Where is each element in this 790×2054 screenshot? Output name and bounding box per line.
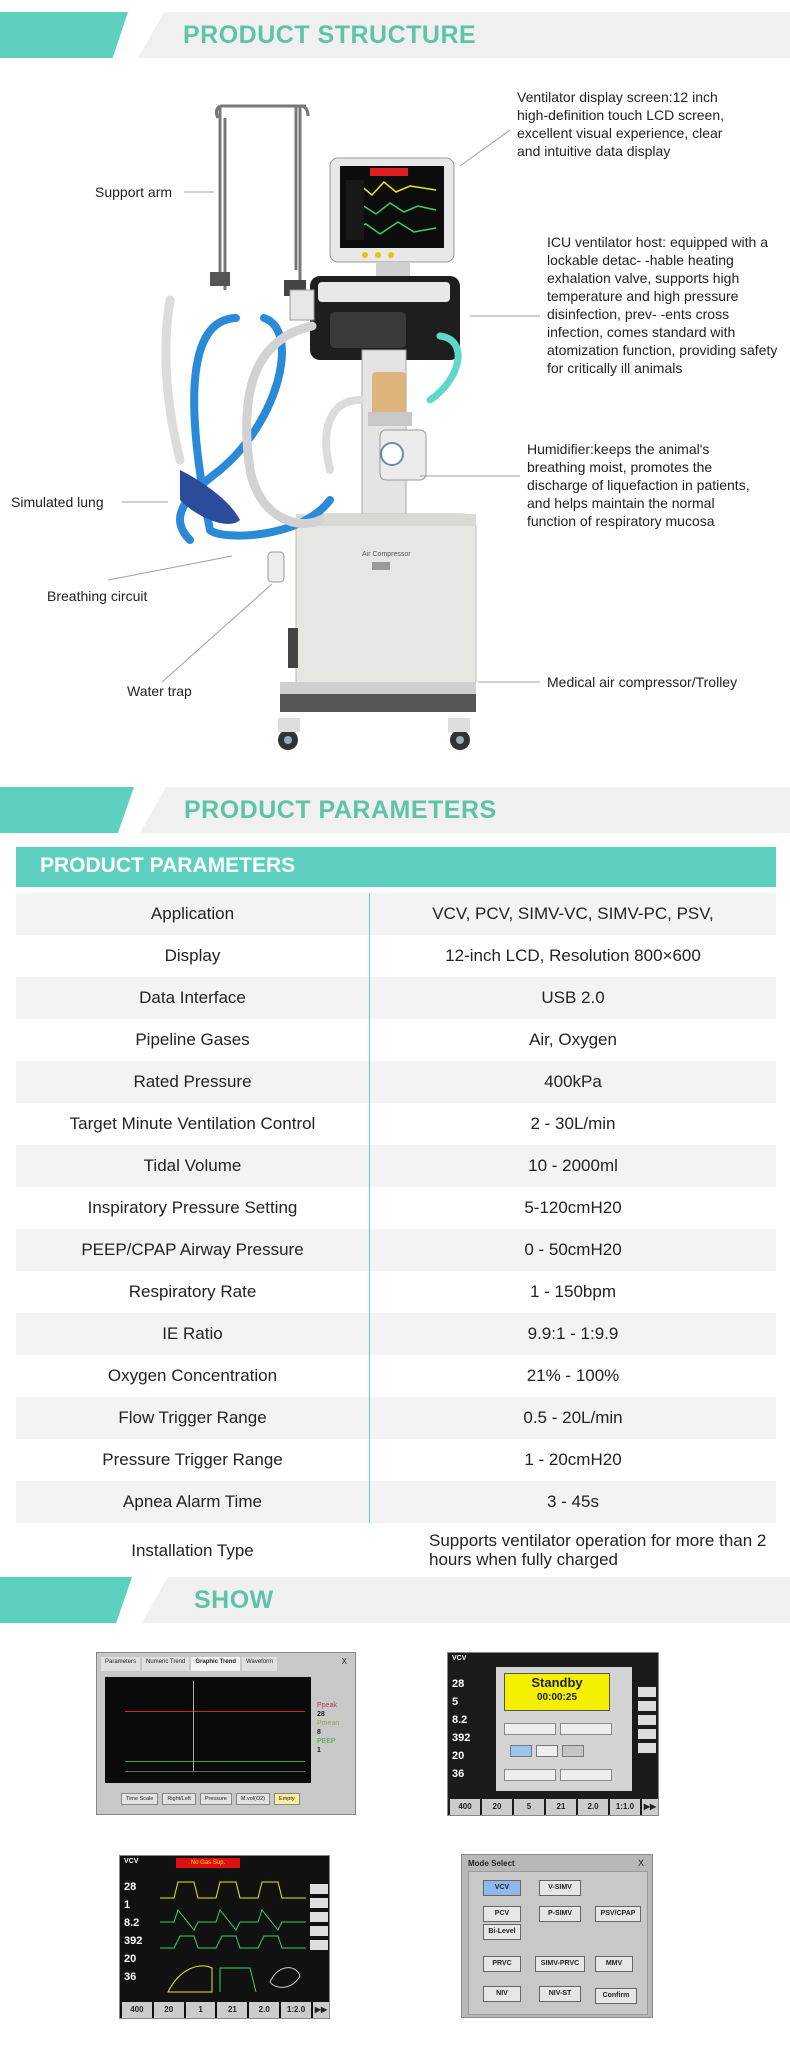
- label-compressor: Medical air compressor/Trolley: [547, 674, 738, 690]
- param-value: 400kPa: [544, 1072, 602, 1091]
- table-row: [16, 1271, 776, 1313]
- param-value: 3 - 45s: [547, 1492, 599, 1511]
- mode-vcv-button[interactable]: VCV: [483, 1880, 521, 1896]
- value-mv: 8.2: [452, 1714, 468, 1726]
- param-name: Respiratory Rate: [16, 1271, 370, 1313]
- value-fio2: 36: [124, 1971, 137, 1983]
- mode-psimv-button[interactable]: P-SIMV: [539, 1906, 581, 1922]
- param-name: Tidal Volume: [16, 1145, 370, 1187]
- param-name: Target Minute Ventilation Control: [16, 1103, 370, 1145]
- param-name: PEEP/CPAP Airway Pressure: [16, 1229, 370, 1271]
- empty-button[interactable]: Empty: [274, 1793, 300, 1805]
- start-ventilation-button[interactable]: [560, 1769, 612, 1781]
- value-vte: 392: [452, 1732, 471, 1744]
- parameters-table: [16, 847, 776, 1579]
- param-name: Display: [16, 935, 370, 977]
- value-rate: 20: [452, 1750, 465, 1762]
- header-teal-bar: [0, 787, 134, 833]
- table-row: [16, 1061, 776, 1103]
- standby-values: [452, 1675, 486, 1783]
- mode-select-title: Mode Select: [468, 1859, 515, 1868]
- table-header-title: PRODUCT PARAMETERS: [40, 854, 296, 877]
- param-value: 1 - 20cmH20: [524, 1450, 622, 1469]
- param-value: 21% - 100%: [526, 1366, 620, 1385]
- setting-tinsp[interactable]: 2.0: [249, 2002, 279, 2018]
- value-ppeak: 28: [124, 1881, 137, 1893]
- param-name: Installation Type: [131, 1541, 254, 1560]
- param-value: 0 - 50cmH20: [524, 1240, 622, 1259]
- table-row: [16, 1313, 776, 1355]
- trend-tab-bar: [101, 1657, 351, 1671]
- legend-ppeak-value: 28: [317, 1711, 325, 1718]
- right-left-button[interactable]: Right/Left: [162, 1793, 196, 1805]
- setting-ie[interactable]: 1:1.0: [610, 1799, 640, 1815]
- param-name: Inspiratory Pressure Setting: [16, 1187, 370, 1229]
- section-title: PRODUCT STRUCTURE: [183, 21, 477, 49]
- waveform-plots: [160, 1872, 308, 1998]
- mode-bilevel-button[interactable]: Bi-Level: [483, 1924, 521, 1940]
- standby-panel: [496, 1667, 632, 1791]
- param-name: Pressure Trigger Range: [16, 1439, 370, 1481]
- mode-prvc-button[interactable]: PRVC: [483, 1956, 521, 1972]
- mode-simvprvc-button[interactable]: SIMV-PRVC: [535, 1956, 585, 1972]
- legend-pmean-value: 8: [317, 1729, 321, 1736]
- table-row: [16, 1019, 776, 1061]
- standby-option-3[interactable]: [562, 1745, 584, 1757]
- section-title: SHOW: [194, 1586, 274, 1614]
- screen-waveform: [119, 1855, 330, 2019]
- param-name: Pipeline Gases: [16, 1019, 370, 1061]
- tab-numeric-trend[interactable]: Numeric Trend: [142, 1657, 189, 1671]
- standby-title: Standby: [531, 1675, 583, 1690]
- label-icu-host: ICU ventilator host: equipped with a lockable detac- -hable heating exhalation valve, supports high temperature and high pressure disinfection, prev- -ents cross infection, comes standard with atomization function, providing safety for critically ill animals: [547, 234, 778, 376]
- screen-standby: [447, 1652, 659, 1816]
- param-name: Application: [16, 893, 370, 935]
- setting-peep[interactable]: 5: [514, 1799, 544, 1815]
- section-title: PRODUCT PARAMETERS: [184, 796, 497, 824]
- trend-legend: [317, 1701, 339, 1755]
- param-value: Supports ventilator operation for more than 2 hours when fully charged: [429, 1531, 767, 1569]
- param-name: Rated Pressure: [16, 1061, 370, 1103]
- mode-vsimv-button[interactable]: V-SIMV: [539, 1880, 581, 1896]
- param-name: IE Ratio: [16, 1313, 370, 1355]
- standby-timer: 00:00:25: [536, 1692, 578, 1703]
- air-compressor-trolley: [278, 514, 476, 750]
- pressure-button[interactable]: Pressure: [200, 1793, 232, 1805]
- mode-label: VCV: [452, 1655, 467, 1662]
- value-ppeak: 28: [452, 1678, 465, 1690]
- screen-mode-select: [461, 1854, 653, 2018]
- label-simulated-lung: Simulated lung: [11, 494, 104, 510]
- table-row: [16, 1397, 776, 1439]
- section-header-show: [0, 1577, 790, 1623]
- compressor-panel-label: Air Compressor: [362, 551, 411, 558]
- value-rate: 20: [124, 1953, 137, 1965]
- waveform-values: [124, 1878, 158, 1986]
- param-value: 1 - 150bpm: [530, 1282, 616, 1301]
- pre-system-check-button[interactable]: [504, 1769, 556, 1781]
- table-row: [16, 1355, 776, 1397]
- table-row: [16, 1187, 776, 1229]
- tab-waveform[interactable]: Waveform: [242, 1657, 277, 1671]
- setting-fio2[interactable]: 21: [546, 1799, 576, 1815]
- alarm-banner: No Gas Sup.: [176, 1858, 240, 1868]
- section-header-parameters: [0, 787, 790, 833]
- label-water-trap: Water trap: [127, 683, 192, 699]
- param-name: Data Interface: [16, 977, 370, 1019]
- mode-label: VCV: [124, 1858, 139, 1865]
- standby-banner: [504, 1673, 610, 1711]
- mvol-button[interactable]: M.vol(O2): [236, 1793, 270, 1805]
- mode-niv-button[interactable]: NIV: [483, 1986, 521, 2002]
- close-icon[interactable]: X: [341, 1657, 347, 1666]
- param-value: 12-inch LCD, Resolution 800×600: [445, 946, 701, 965]
- mode-nivst-button[interactable]: NIV-ST: [539, 1986, 581, 2002]
- next-page-icon[interactable]: ▶▶: [642, 1799, 658, 1815]
- param-value: 5-120cmH20: [524, 1198, 622, 1217]
- param-name: Oxygen Concentration: [16, 1355, 370, 1397]
- setting-tinsp[interactable]: 2.0: [578, 1799, 608, 1815]
- legend-pmean-label: Pmean: [317, 1720, 340, 1727]
- param-name: Apnea Alarm Time: [16, 1481, 370, 1523]
- waveform-sidebar: [310, 1884, 328, 1980]
- waveform-bottom-bar: [122, 2002, 329, 2018]
- ventilator-host: [290, 276, 460, 360]
- param-value: 9.9:1 - 1:9.9: [527, 1324, 619, 1343]
- legend-ppeak-label: Ppeak: [317, 1702, 337, 1709]
- screen-graphic-trend: [96, 1652, 356, 1815]
- param-value: 10 - 2000ml: [528, 1156, 618, 1175]
- setting-ie[interactable]: 1:2.0: [281, 2002, 311, 2018]
- setting-fio2[interactable]: 21: [217, 2002, 247, 2018]
- table-row: [16, 1481, 776, 1523]
- value-vte: 392: [124, 1935, 143, 1947]
- header-teal-bar: [0, 1577, 132, 1623]
- label-support-arm: Support arm: [95, 184, 173, 200]
- legend-peep-value: 1: [317, 1747, 321, 1754]
- table-row: [16, 1229, 776, 1271]
- standby-sidebar: [638, 1687, 656, 1783]
- setting-peep[interactable]: 1: [186, 2002, 216, 2018]
- setting-rate[interactable]: 20: [154, 2002, 184, 2018]
- tab-parameters[interactable]: Parameters: [101, 1657, 140, 1671]
- table-row: [16, 893, 776, 935]
- trend-button-bar: [121, 1793, 300, 1805]
- close-icon[interactable]: X: [637, 1858, 644, 1868]
- tab-graphic-trend[interactable]: Graphic Trend: [191, 1657, 240, 1671]
- time-scale-button[interactable]: Time Scale: [121, 1793, 158, 1805]
- param-name: Flow Trigger Range: [16, 1397, 370, 1439]
- standby-option-1[interactable]: [510, 1745, 532, 1757]
- table-row: [16, 935, 776, 977]
- display-monitor: [330, 158, 454, 278]
- setting-vt[interactable]: 400: [122, 2002, 152, 2018]
- label-breathing-circuit: Breathing circuit: [47, 588, 148, 604]
- mode-pcv-button[interactable]: PCV: [483, 1906, 521, 1922]
- support-arm: [216, 106, 308, 290]
- mode-mmv-button[interactable]: MMV: [595, 1956, 633, 1972]
- table-row: [16, 1145, 776, 1187]
- next-page-icon[interactable]: ▶▶: [313, 2002, 329, 2018]
- value-fio2: 36: [452, 1768, 465, 1780]
- setting-vt[interactable]: 400: [450, 1799, 480, 1815]
- table-row: [16, 1439, 776, 1481]
- param-value: 2 - 30L/min: [530, 1114, 616, 1133]
- param-value: USB 2.0: [541, 988, 605, 1007]
- water-trap: [268, 552, 284, 582]
- mode-psvcpap-button[interactable]: PSV/CPAP: [595, 1906, 641, 1922]
- label-display-screen: Ventilator display screen:12 inch high-definition touch LCD screen, excellent visual experience, clear and intuitive data display: [517, 89, 725, 159]
- mode-select-panel: [468, 1871, 648, 2015]
- setting-rate[interactable]: 20: [482, 1799, 512, 1815]
- legend-peep-label: PEEP: [317, 1738, 336, 1745]
- trend-graph: [105, 1677, 311, 1783]
- param-value: Air, Oxygen: [529, 1030, 617, 1049]
- standby-option-2[interactable]: [536, 1745, 558, 1757]
- table-header-bar: [16, 847, 776, 887]
- value-peep: 5: [452, 1696, 459, 1708]
- param-value: VCV, PCV, SIMV-VC, SIMV-PC, PSV,: [432, 904, 714, 923]
- table-row: [16, 977, 776, 1019]
- standby-bottom-bar: [450, 1799, 658, 1815]
- value-peep: 1: [124, 1899, 131, 1911]
- value-mv: 8.2: [124, 1917, 140, 1929]
- arm-clamp: [210, 272, 230, 286]
- param-value: 0.5 - 20L/min: [523, 1408, 623, 1427]
- table-row: [16, 1523, 776, 1579]
- label-humidifier: Humidifier:keeps the animal's breathing moist, promotes the discharge of liquefaction in patients, and helps maintain the normal function of respiratory mucosa: [527, 441, 750, 529]
- confirm-button[interactable]: Confirm: [595, 1988, 637, 2004]
- table-row: [16, 1103, 776, 1145]
